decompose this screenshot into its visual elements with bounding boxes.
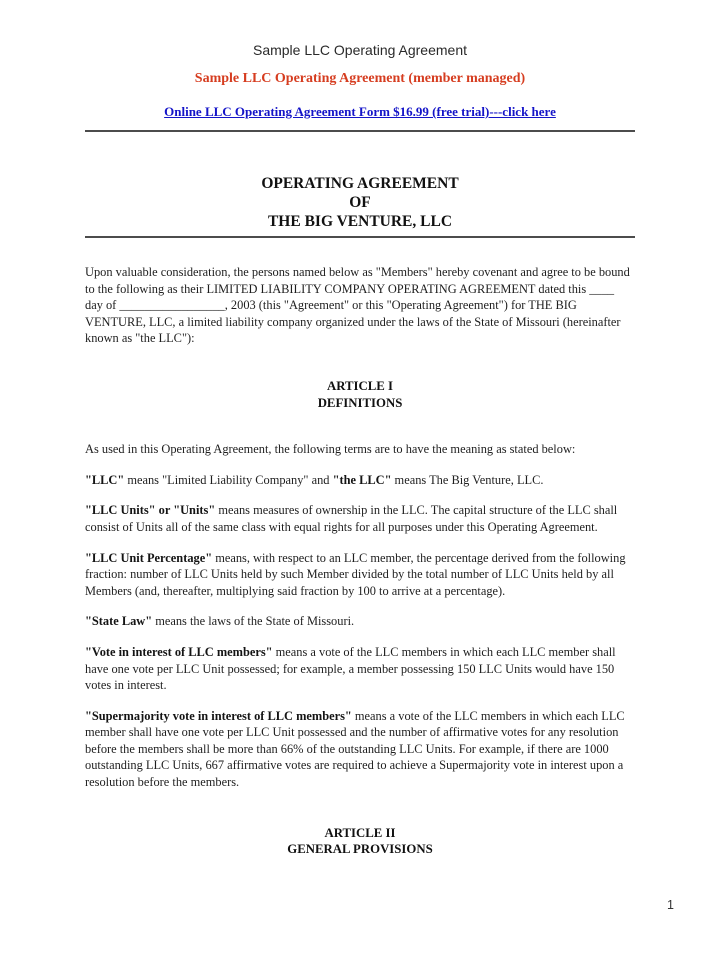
- page-number: 1: [667, 898, 674, 912]
- document-title: [85, 174, 635, 231]
- sample-subtitle: Sample LLC Operating Agreement (member managed): [194, 71, 526, 86]
- definition-state-law: "State Law" means the laws of the State of Missouri.: [85, 614, 355, 629]
- sample-title: Sample LLC Operating Agreement: [252, 42, 467, 58]
- definition-llc: "LLC" means "Limited Liability Company" and "the LLC" means The Big Venture, LLC.: [85, 472, 544, 487]
- document-title-line2: OF: [349, 194, 371, 211]
- divider-title: [85, 236, 635, 238]
- divider-top: [85, 130, 635, 132]
- document-content: [85, 0, 635, 858]
- definition-llc-units: "LLC Units" or "Units" means measures of ownership in the LLC. The capital structure of the LLC shall consist of Units all of the same class with equal rights for all purposes under this Operating Agreement.: [85, 503, 618, 534]
- document-title-line1: OPERATING AGREEMENT: [261, 175, 459, 192]
- article-2-heading: [85, 825, 635, 858]
- article-2-title: GENERAL PROVISIONS: [287, 842, 433, 857]
- order-link[interactable]: Online LLC Operating Agreement Form $16.99 (free trial)---click here: [164, 104, 556, 119]
- article-2-number: ARTICLE II: [324, 825, 396, 840]
- definition-llc-unit-percentage: "LLC Unit Percentage" means, with respect to an LLC member, the percentage derived from the following fraction: number of LLC Units held by such Member divided by the total number of LLC Units held by all Members (and, thereafter, multiplying said fraction by 100 to arrive at a percentage).: [85, 550, 626, 598]
- order-link-row: [85, 104, 635, 119]
- article-1-title: DEFINITIONS: [317, 395, 403, 410]
- definition-vote-in-interest: "Vote in interest of LLC members" means a vote of the LLC members in which each LLC member shall have one vote per LLC Unit possessed; for example, a member possessing 150 LLC Units would have 150 votes in interest.: [85, 644, 616, 693]
- article-1-heading: [85, 378, 635, 411]
- article-1-number: ARTICLE I: [326, 378, 394, 393]
- document-title-line3: THE BIG VENTURE, LLC: [267, 213, 453, 230]
- definition-supermajority-vote: "Supermajority vote in interest of LLC members" means a vote of the LLC members in which each LLC member shall have one vote per LLC Unit possessed and the number of affirmative votes for any resolution before the members shall be more than 66% of the outstanding LLC Units. For example, if there are 1000 outstanding LLC Units, 667 affirmative votes are required to achieve a Supermajority vote in interest upon a resolution before the members.: [85, 708, 625, 790]
- definitions-lead: As used in this Operating Agreement, the following terms are to have the meaning as stated below:: [85, 442, 576, 457]
- intro-paragraph: Upon valuable consideration, the persons named below as "Members" hereby covenant and agree to be bound to the following as their LIMITED LIABILITY COMPANY OPERATING AGREEMENT dated this ____ day of _________________, 2003 (this "Agreement" or this "Operating Agreement") for THE BIG VENTURE, LLC, a limited liability company organized under the laws of the State of Missouri (hereinafter known as "the LLC"):: [85, 265, 630, 346]
